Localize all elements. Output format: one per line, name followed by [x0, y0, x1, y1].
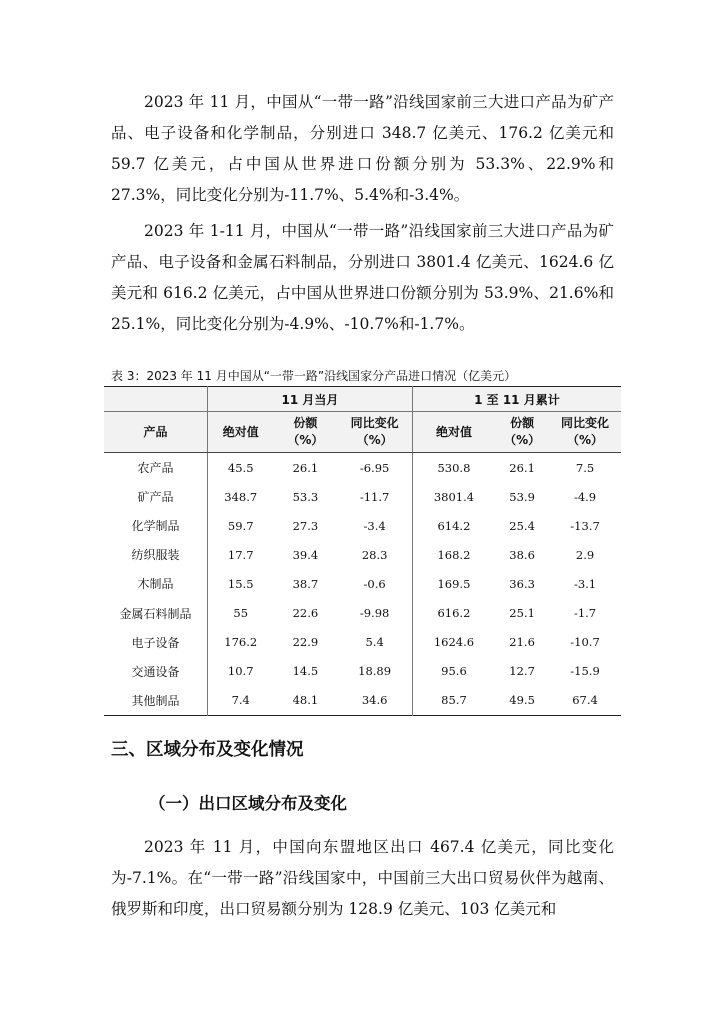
table-row — [104, 482, 621, 511]
value-cell-yoy-cum: -13.7 — [570, 518, 600, 533]
paragraph-export-regions: 2023 年 11 月，中国向东盟地区出口 467.4 亿美元，同比变化为-7.1%。在“一带一路”沿线国家中，中国前三大出口贸易伙伴为越南、俄罗斯和印度，出口贸易额分别为 128.9 亿美元、103 亿美元和 — [111, 838, 614, 918]
value-cell-share: 53.3 — [292, 489, 319, 504]
table-row — [104, 657, 621, 686]
value-cell-share: 38.7 — [292, 576, 319, 591]
table-row — [104, 569, 621, 598]
table-row — [104, 540, 621, 569]
table-row — [104, 598, 621, 627]
header-share: 份额（%） — [273, 412, 337, 453]
value-cell-abs-cum: 616.2 — [412, 598, 495, 627]
value-cell-yoy: -6.95 — [359, 460, 390, 475]
value-cell-share: 39.4 — [292, 547, 319, 562]
value-cell-share-cum: 25.1 — [509, 606, 535, 621]
product-name-cell: 电子设备 — [131, 635, 180, 650]
table-row — [104, 453, 621, 483]
value-cell-abs-cum: 3801.4 — [412, 482, 495, 511]
header-empty-cell — [104, 387, 208, 412]
product-name-cell: 矿产品 — [137, 490, 174, 505]
header-absolute-cum: 绝对值 — [412, 412, 495, 453]
value-cell-yoy-cum: -15.9 — [570, 664, 600, 679]
value-cell-share-cum: 12.7 — [509, 664, 535, 679]
value-cell-abs-cum: 1624.6 — [412, 628, 495, 657]
value-cell-abs: 17.7 — [208, 540, 274, 569]
product-name-cell: 纺织服装 — [131, 548, 180, 563]
product-name-cell: 化学制品 — [131, 519, 180, 534]
value-cell-yoy-cum: -3.1 — [573, 576, 597, 591]
value-cell-share-cum: 38.6 — [509, 547, 535, 562]
value-cell-yoy: 34.6 — [361, 693, 388, 708]
value-cell-yoy-cum: -10.7 — [570, 635, 600, 650]
value-cell-abs: 59.7 — [208, 511, 274, 540]
table-row — [104, 628, 621, 657]
value-cell-abs: 55 — [208, 598, 274, 627]
value-cell-yoy: -11.7 — [359, 489, 390, 504]
table-caption: 表 3：2023 年 11 月中国从“一带一路”沿线国家分产品进口情况（亿美元） — [111, 369, 517, 383]
value-cell-yoy: 28.3 — [361, 547, 388, 562]
section-heading: 三、区域分布及变化情况 — [111, 740, 304, 760]
value-cell-abs: 10.7 — [208, 657, 274, 686]
value-cell-share: 14.5 — [292, 664, 319, 679]
value-cell-yoy: -9.98 — [359, 606, 390, 621]
header-yoy-cum: 同比变化（%） — [549, 412, 621, 453]
value-cell-yoy: -3.4 — [363, 518, 386, 533]
product-name-cell: 交通设备 — [131, 664, 180, 679]
value-cell-abs-cum: 530.8 — [412, 453, 495, 483]
header-product: 产品 — [104, 412, 208, 453]
value-cell-yoy-cum: -1.7 — [573, 606, 597, 621]
paragraph-jan-nov-imports: 2023 年 1-11 月，中国从“一带一路”沿线国家前三大进口产品为矿产品、电子设备和金属石料制品，分别进口 3801.4 亿美元、1624.6 亿美元和 616.2 亿美元，占中国从世界进口份额分别为 53.9%、21.6%和 25.1%，同比变化分别为-4.9%、-10.7%和-1.7%。 — [111, 222, 614, 333]
value-cell-yoy-cum: 7.5 — [575, 460, 595, 475]
import-by-product-table — [104, 386, 621, 716]
value-cell-abs: 15.5 — [208, 569, 274, 598]
table-row — [104, 511, 621, 540]
header-share-cum: 份额（%） — [495, 412, 549, 453]
value-cell-yoy: 18.89 — [358, 664, 392, 679]
value-cell-abs-cum: 168.2 — [412, 540, 495, 569]
value-cell-share-cum: 49.5 — [509, 693, 535, 708]
header-yoy: 同比变化（%） — [337, 412, 412, 453]
value-cell-share-cum: 21.6 — [509, 635, 535, 650]
product-name-cell: 木制品 — [137, 577, 174, 592]
header-absolute: 绝对值 — [208, 412, 274, 453]
value-cell-share: 22.6 — [292, 606, 319, 621]
table-column-header-row — [104, 412, 621, 453]
value-cell-yoy-cum: -4.9 — [573, 489, 597, 504]
table-row — [104, 686, 621, 716]
value-cell-yoy-cum: 2.9 — [575, 547, 595, 562]
product-name-cell: 金属石料制品 — [119, 606, 192, 621]
value-cell-yoy: 5.4 — [365, 635, 384, 650]
value-cell-yoy-cum: 67.4 — [572, 693, 598, 708]
value-cell-share-cum: 26.1 — [509, 460, 535, 475]
value-cell-share-cum: 36.3 — [509, 576, 535, 591]
value-cell-share-cum: 25.4 — [509, 518, 535, 533]
value-cell-share: 22.9 — [292, 635, 319, 650]
paragraph-november-imports: 2023 年 11 月，中国从“一带一路”沿线国家前三大进口产品为矿产品、电子设备和化学制品，分别进口 348.7 亿美元、176.2 亿美元和 59.7 亿美元，占中国从世界进口份额分别为 53.3%、22.9%和 27.3%，同比变化分别为-11.7%、5.4%和-3.4%。 — [111, 93, 614, 204]
value-cell-share-cum: 53.9 — [509, 489, 535, 504]
value-cell-share: 27.3 — [292, 518, 319, 533]
value-cell-abs: 7.4 — [208, 686, 274, 716]
table-group-header-row — [104, 387, 621, 412]
value-cell-abs-cum: 95.6 — [412, 657, 495, 686]
product-name-cell: 其他制品 — [131, 693, 180, 708]
value-cell-abs-cum: 169.5 — [412, 569, 495, 598]
product-name-cell: 农产品 — [137, 461, 174, 476]
subsection-heading: （一）出口区域分布及变化 — [149, 794, 347, 813]
value-cell-share: 26.1 — [292, 460, 319, 475]
value-cell-abs: 45.5 — [208, 453, 274, 483]
value-cell-abs: 176.2 — [208, 628, 274, 657]
value-cell-share: 48.1 — [292, 693, 319, 708]
value-cell-yoy: -0.6 — [363, 576, 386, 591]
value-cell-abs-cum: 614.2 — [412, 511, 495, 540]
value-cell-abs: 348.7 — [208, 482, 274, 511]
header-group-cumulative: 1 至 11 月累计 — [412, 387, 621, 412]
value-cell-abs-cum: 85.7 — [412, 686, 495, 716]
header-group-month: 11 月当月 — [208, 387, 413, 412]
